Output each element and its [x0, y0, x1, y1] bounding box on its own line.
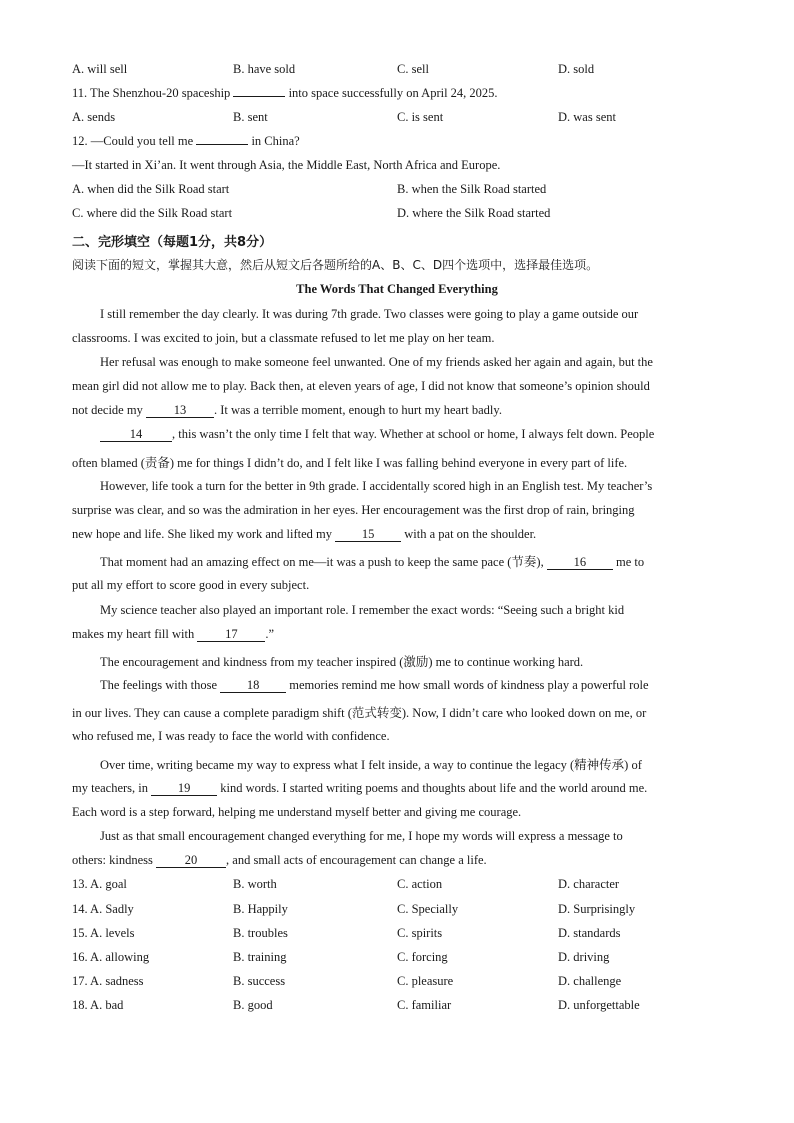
- passage-line: [72, 427, 654, 442]
- option-18-d: D. unforgettable: [558, 998, 640, 1012]
- option-c: C. where did the Silk Road start: [72, 206, 233, 220]
- option-c: C. is sent: [397, 110, 444, 124]
- option-15-c: C. spirits: [397, 926, 443, 940]
- option-18-b: B. good: [233, 998, 273, 1012]
- option-13-b: B. worth: [233, 877, 277, 891]
- option-d: D. was sent: [558, 110, 616, 124]
- option-14-c: C. Specially: [397, 902, 459, 916]
- option-13-c: C. action: [397, 877, 443, 891]
- passage-text: not decide my: [72, 403, 143, 417]
- option-16-a: 16. A. allowing: [72, 950, 150, 964]
- question-text: 12. —Could you tell me: [72, 134, 194, 148]
- section-instruction: 阅读下面的短文，掌握其大意，然后从短文后各题所给的A、B、C、D四个选项中，选择最佳选项。: [72, 258, 599, 272]
- option-b: B. have sold: [233, 62, 296, 76]
- passage-line: Her refusal was enough to make someone feel unwanted. One of my friends asked her again and again, but the: [100, 355, 653, 369]
- option-15-a: 15. A. levels: [72, 926, 135, 940]
- question-12-answer: —It started in Xi’an. It went through Asia, the Middle East, North Africa and Europe.: [72, 158, 501, 172]
- passage-line: [72, 552, 644, 570]
- option-17-c: C. pleasure: [397, 974, 454, 988]
- option-16-b: B. training: [233, 950, 287, 964]
- option-14-a: 14. A. Sadly: [72, 902, 134, 916]
- passage-text: makes my heart fill with: [72, 627, 195, 641]
- passage-line: in our lives. They can cause a complete paradigm shift (范式转变). Now, I didn’t care who looked down on me, or: [72, 706, 647, 720]
- option-14-d: D. Surprisingly: [558, 902, 636, 916]
- passage-line: Over time, writing became my way to express what I felt inside, a way to continue the legacy (精神传承) of: [100, 758, 642, 772]
- question-12: [72, 134, 300, 149]
- blank-13: 13: [146, 404, 214, 418]
- option-15-d: D. standards: [558, 926, 621, 940]
- passage-line: [72, 781, 647, 796]
- passage-text: , and small acts of encouragement can change a life.: [226, 853, 487, 867]
- blank-18: 18: [220, 679, 286, 693]
- passage-line: Just as that small encouragement changed everything for me, I hope my words will express a message to: [100, 829, 623, 843]
- question-text: into space successfully on April 24, 2025.: [288, 86, 498, 100]
- option-17-b: B. success: [233, 974, 286, 988]
- passage-text: new hope and life. She liked my work and lifted my: [72, 527, 333, 541]
- option-d: D. where the Silk Road started: [397, 206, 551, 220]
- passage-line: However, life took a turn for the better in 9th grade. I accidentally scored high in an English test. My teacher’s: [100, 479, 653, 493]
- passage-line: [72, 853, 487, 868]
- passage-line: Each word is a step forward, helping me understand myself better and giving me courage.: [72, 805, 522, 819]
- passage-line: surprise was clear, and so was the admiration in her eyes. Her encouragement was the first drop of rain, bringing: [72, 503, 635, 517]
- passage-line: [72, 627, 274, 642]
- option-a: A. when did the Silk Road start: [72, 182, 230, 196]
- option-15-b: B. troubles: [233, 926, 288, 940]
- question-11: [72, 86, 498, 101]
- passage-text: That moment had an amazing effect on me—it was a push to keep the same pace (节奏),: [100, 555, 544, 569]
- blank-15: 15: [335, 528, 401, 542]
- option-c: C. sell: [397, 62, 429, 76]
- option-d: D. sold: [558, 62, 595, 76]
- passage-title: The Words That Changed Everything: [296, 282, 498, 296]
- option-17-a: 17. A. sadness: [72, 974, 144, 988]
- passage-text: . It was a terrible moment, enough to hurt my heart badly.: [213, 403, 502, 417]
- passage-text: .”: [265, 627, 275, 641]
- passage-text: with a pat on the shoulder.: [404, 527, 537, 541]
- option-b: B. sent: [233, 110, 268, 124]
- answer-blank: [196, 144, 248, 145]
- option-a: A. sends: [72, 110, 116, 124]
- section-heading: 二、完形填空（每题1分，共8分）: [72, 235, 273, 250]
- option-13-a: 13. A. goal: [72, 877, 127, 891]
- option-14-b: B. Happily: [233, 902, 288, 916]
- option-18-c: C. familiar: [397, 998, 452, 1012]
- question-text: 11. The Shenzhou-20 spaceship: [72, 86, 231, 100]
- passage-line: I still remember the day clearly. It was during 7th grade. Two classes were going to play a game outside our: [100, 307, 639, 321]
- passage-line: My science teacher also played an important role. I remember the exact words: “Seeing such a bright kid: [100, 603, 625, 617]
- passage-text: me to: [615, 555, 645, 569]
- option-16-d: D. driving: [558, 950, 610, 964]
- passage-line: put all my effort to score good in every subject.: [72, 578, 310, 592]
- option-a: A. will sell: [72, 62, 128, 76]
- passage-text: The feelings with those: [100, 678, 217, 692]
- option-17-d: D. challenge: [558, 974, 622, 988]
- option-18-a: 18. A. bad: [72, 998, 124, 1012]
- blank-14: 14: [100, 428, 172, 442]
- blank-19: 19: [151, 782, 217, 796]
- blank-17: 17: [197, 628, 265, 642]
- passage-text: others: kindness: [72, 853, 153, 867]
- passage-line: classrooms. I was excited to join, but a classmate refused to let me play on her team.: [72, 331, 495, 345]
- blank-20: 20: [156, 854, 226, 868]
- passage-text: kind words. I started writing poems and thoughts about life and the world around me.: [220, 781, 648, 795]
- passage-line: [72, 527, 536, 542]
- passage-line: [72, 678, 649, 693]
- option-b: B. when the Silk Road started: [397, 182, 547, 196]
- option-16-c: C. forcing: [397, 950, 448, 964]
- passage-line: [72, 403, 502, 418]
- passage-text: my teachers, in: [72, 781, 149, 795]
- passage-text: memories remind me how small words of kindness play a powerful role: [289, 678, 649, 692]
- option-13-d: D. character: [558, 877, 620, 891]
- passage-text: , this wasn’t the only time I felt that way. Whether at school or home, I always felt down. People: [172, 427, 655, 441]
- passage-line: often blamed (责备) me for things I didn’t do, and I felt like I was falling behind everyone in every part of life.: [72, 456, 628, 470]
- question-text: in China?: [251, 134, 300, 148]
- answer-blank: [233, 96, 285, 97]
- passage-line: mean girl did not allow me to play. Back then, at eleven years of age, I did not know that someone’s opinion should: [72, 379, 650, 393]
- blank-16: 16: [547, 556, 613, 570]
- passage-line: who refused me, I was ready to face the world with confidence.: [72, 729, 390, 743]
- passage-line: The encouragement and kindness from my teacher inspired (激励) me to continue working hard.: [100, 655, 584, 669]
